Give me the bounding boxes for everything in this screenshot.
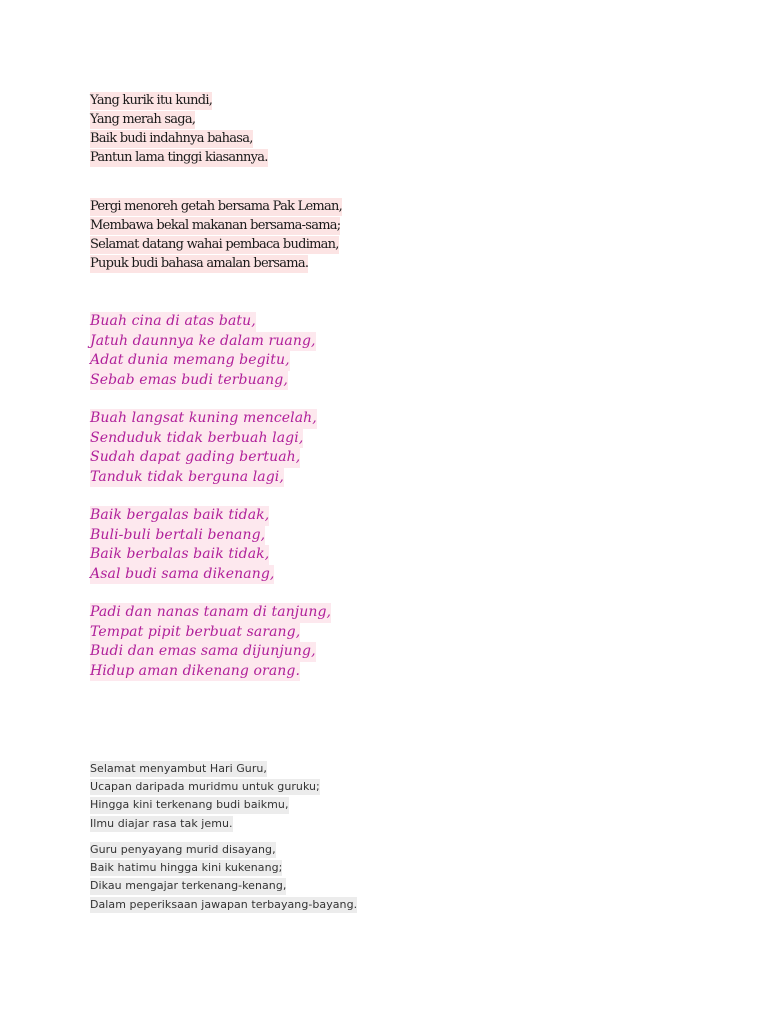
poem-line-text: Sudah dapat gading bertuah, [90,448,300,468]
poem-line [90,409,317,429]
poem-line [90,876,357,894]
poem-line [90,642,331,662]
pantun-italic-stanza-1 [90,312,316,390]
poem-line-text: Membawa bekal makanan bersama-sama; [90,218,341,233]
poem-line-text: Tanduk tidak berguna lagi, [90,468,284,488]
poem-line-text: Selamat datang wahai pembaca budiman, [90,237,339,252]
poem-line [90,254,342,273]
poem-line [90,814,320,832]
poem-line [90,468,317,488]
poem-line [90,777,320,795]
poem-line [90,565,274,585]
poem-line-text: Budi dan emas sama dijunjung, [90,642,316,662]
poem-line [90,110,268,129]
poem-line-text: Ucapan daripada muridmu untuk guruku; [90,779,320,795]
pantun-sans-stanza-1 [90,759,320,832]
poem-line [90,895,357,913]
poem-line-text: Hidup aman dikenang orang. [90,662,300,682]
poem-line-text: Sebab emas budi terbuang, [90,371,288,391]
pantun-italic-stanza-4 [90,603,331,681]
poem-line-text: Yang merah saga, [90,112,196,127]
poem-line-text: Ilmu diajar rasa tak jemu. [90,816,233,832]
poem-line [90,603,331,623]
poem-line [90,506,274,526]
poem-line-text: Buah cina di atas batu, [90,312,256,332]
poem-line [90,312,316,332]
poem-line-text: Baik berbalas baik tidak, [90,545,269,565]
poem-line-text: Buli-buli bertali benang, [90,526,265,546]
poem-line-text: Tempat pipit berbuat sarang, [90,623,300,643]
poem-line [90,759,320,777]
poem-line [90,858,357,876]
poem-line [90,91,268,110]
poem-line [90,216,342,235]
poem-line [90,545,274,565]
poem-line [90,623,331,643]
poem-line-text: Baik hatimu hingga kini kukenang; [90,860,282,876]
poem-line [90,351,316,371]
poem-line [90,235,342,254]
poem-line [90,448,317,468]
poem-line [90,129,268,148]
poem-line-text: Asal budi sama dikenang, [90,565,274,585]
poem-line [90,371,316,391]
poem-line [90,429,317,449]
poem-line [90,795,320,813]
poem-line-text: Hingga kini terkenang budi baikmu, [90,797,289,813]
poem-line-text: Pergi menoreh getah bersama Pak Leman, [90,199,343,214]
poem-line [90,526,274,546]
poem-line-text: Baik budi indahnya bahasa, [90,131,253,146]
poem-line [90,662,331,682]
poem-line-text: Selamat menyambut Hari Guru, [90,761,267,777]
poem-line-text: Baik bergalas baik tidak, [90,506,269,526]
pantun-sans-stanza-2 [90,840,357,913]
poem-line-text: Senduduk tidak berbuah lagi, [90,429,303,449]
poem-line [90,840,357,858]
poem-line-text: Jatuh daunnya ke dalam ruang, [90,332,316,352]
poem-line [90,197,342,216]
poem-line [90,332,316,352]
pantun-italic-stanza-2 [90,409,317,487]
poem-line [90,148,268,167]
pantun-serif-stanza-1 [90,91,268,167]
poem-line-text: Pupuk budi bahasa amalan bersama. [90,256,309,271]
poem-line-text: Padi dan nanas tanam di tanjung, [90,603,331,623]
poem-line-text: Guru penyayang murid disayang, [90,842,276,858]
poem-line-text: Yang kurik itu kundi, [90,93,213,108]
poem-line-text: Adat dunia memang begitu, [90,351,290,371]
poem-line-text: Buah langsat kuning mencelah, [90,409,317,429]
pantun-italic-stanza-3 [90,506,274,584]
poem-line-text: Dikau mengajar terkenang-kenang, [90,878,286,894]
poem-line-text: Pantun lama tinggi kiasannya. [90,150,268,165]
pantun-serif-stanza-2 [90,197,342,273]
poem-line-text: Dalam peperiksaan jawapan terbayang-bayang. [90,897,357,913]
